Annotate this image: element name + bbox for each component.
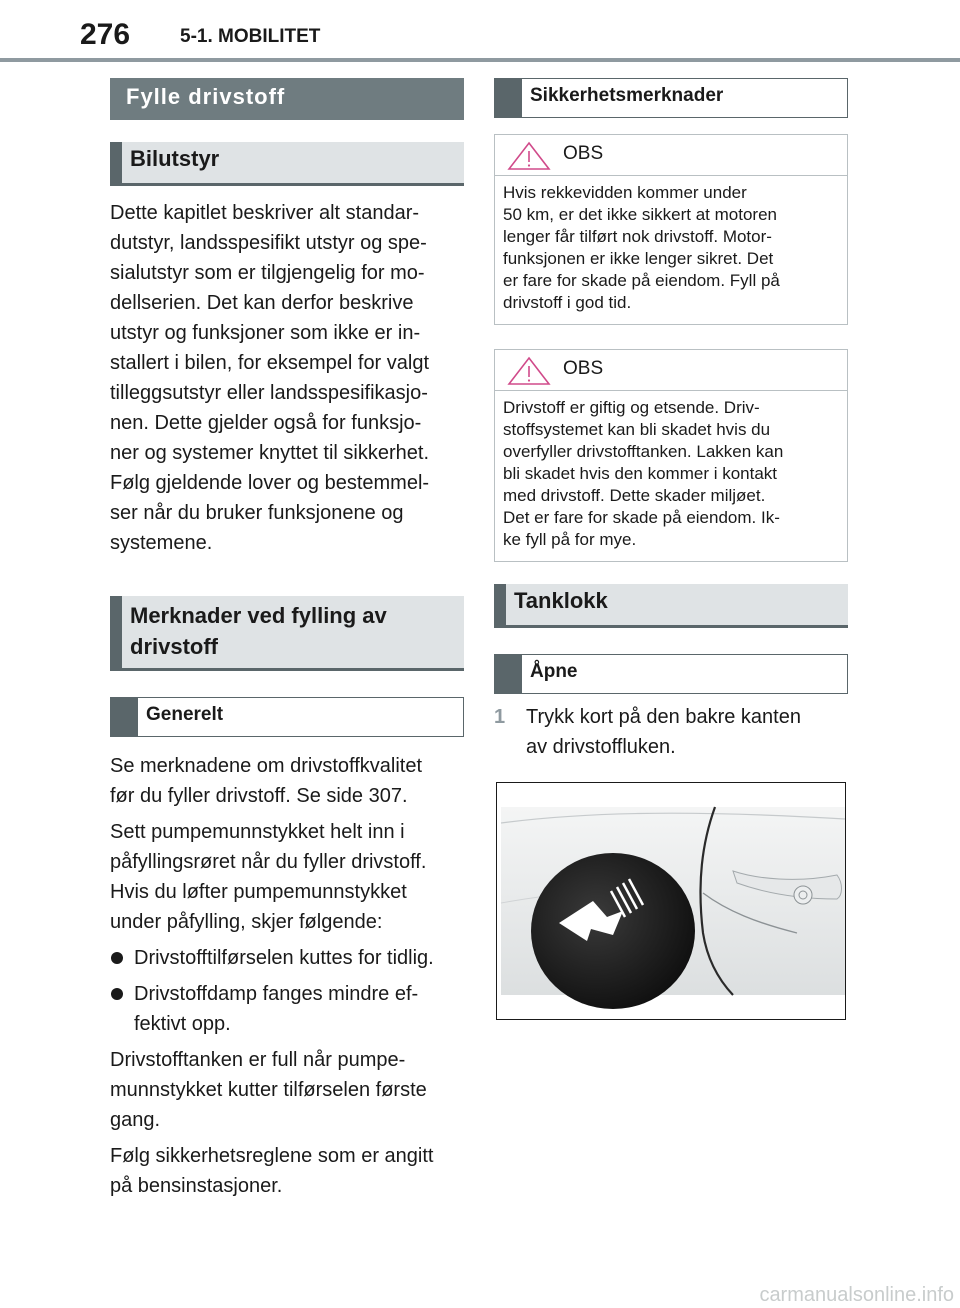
merknader-heading-line: Merknader ved fylling av [130, 603, 387, 628]
text-line: Trykk kort på den bakre kanten [526, 706, 801, 728]
bullet-item [110, 943, 464, 973]
text-line: ner og systemer knyttet til sikkerhet. [110, 442, 430, 464]
bullet-dot-icon [111, 988, 123, 1000]
text-line: bli skadet hvis den kommer i kontakt [503, 464, 778, 483]
fuel-flap-illustration [496, 782, 846, 1020]
bullet-item [110, 979, 464, 1039]
right-column [494, 78, 848, 1020]
text-line: Følg gjeldende lover og bestemmel- [110, 472, 430, 494]
text-line: munnstykket kutter tilførselen første [110, 1079, 427, 1101]
text-line: overfyller drivstofftanken. Lakken kan [503, 442, 784, 461]
generelt-paragraph-2 [110, 817, 464, 937]
text-line: Dette kapitlet beskriver alt standar- [110, 202, 420, 224]
text-line: sialutstyr som er tilgjengelig for mo- [110, 262, 425, 284]
text-line: Hvis rekkevidden kommer under [503, 183, 747, 202]
text-line: på bensinstasjoner. [110, 1175, 283, 1197]
section-title: 5-1. MOBILITET [180, 26, 321, 47]
text-line: tilleggsutstyr eller landsspesifikasjo- [110, 382, 428, 404]
text-line: ser når du bruker funksjonene og [110, 502, 404, 524]
warning-label: OBS [563, 358, 604, 379]
page-header [0, 0, 960, 62]
text-line: med drivstoff. Dette skader miljøet. [503, 486, 766, 505]
text-line: Drivstoff er giftig og etsende. Driv- [503, 398, 760, 417]
header-rule [0, 58, 960, 62]
text-line: utstyr og funksjoner som ikke er in- [110, 322, 421, 344]
step-number: 1 [494, 706, 506, 728]
text-line: Sett pumpemunnstykket helt inn i [110, 821, 405, 843]
warning-box [494, 134, 848, 325]
text-line: fektivt opp. [134, 1013, 231, 1035]
tanklokk-heading: Tanklokk [494, 584, 848, 628]
generelt-heading: Generelt [110, 697, 464, 737]
text-line: Se merknadene om drivstoffkvalitet [110, 755, 423, 777]
warning-header [495, 135, 847, 176]
text-line: systemene. [110, 532, 213, 554]
text-line: Det er fare for skade på eiendom. Ik- [503, 508, 780, 527]
text-line: før du fyller drivstoff. Se side 307. [110, 785, 408, 807]
text-line: ke fyll på for mye. [503, 530, 637, 549]
text-line: nen. Dette gjelder også for funksjo- [110, 412, 422, 434]
warning-text [495, 176, 847, 324]
text-line: Drivstofftilførselen kuttes for tidlig. [134, 947, 434, 969]
warning-triangle-icon [507, 356, 551, 386]
text-line: drivstoff i god tid. [503, 293, 632, 312]
text-line: gang. [110, 1109, 161, 1131]
bilutstyr-paragraph [110, 198, 464, 558]
text-line: stoffsystemet kan bli skadet hvis du [503, 420, 771, 439]
warning-label: OBS [563, 143, 604, 164]
text-line: dellserien. Det kan derfor beskrive [110, 292, 414, 314]
left-column [110, 78, 464, 1201]
generelt-paragraph-3 [110, 1045, 464, 1135]
merknader-heading [110, 596, 464, 671]
warning-triangle-icon [507, 141, 551, 171]
merknader-heading-line: drivstoff [130, 634, 218, 659]
text-line: Hvis du løfter pumpemunnstykket [110, 881, 407, 903]
main-heading: Fylle drivstoff [110, 78, 464, 120]
bullet-dot-icon [111, 952, 123, 964]
text-line: Drivstofftanken er full når pumpe- [110, 1049, 406, 1071]
bilutstyr-heading: Bilutstyr [110, 142, 464, 186]
text-line: av drivstoffluken. [526, 736, 676, 758]
text-line: stallert i bilen, for eksempel for valgt [110, 352, 430, 374]
text-line: funksjonen er ikke lenger sikret. Det [503, 249, 774, 268]
generelt-paragraph-1 [110, 751, 464, 811]
warning-header [495, 350, 847, 391]
text-line: under påfylling, skjer følgende: [110, 911, 383, 933]
text-line: lenger får tilført nok drivstoff. Motor- [503, 227, 772, 246]
warning-box [494, 349, 848, 562]
apne-heading: Åpne [494, 654, 848, 694]
warning-text [495, 391, 847, 561]
step-item [494, 702, 848, 762]
text-line: 50 km, er det ikke sikkert at motoren [503, 205, 777, 224]
watermark: carmanualsonline.info [759, 1284, 954, 1306]
text-line: påfyllingsrøret når du fyller drivstoff. [110, 851, 427, 873]
text-line: er fare for skade på eiendom. Fyll på [503, 271, 780, 290]
sikkerhetsmerknader-heading: Sikkerhetsmerknader [494, 78, 848, 118]
page-number: 276 [80, 18, 131, 51]
fuel-flap-drawing [497, 783, 845, 1019]
generelt-paragraph-4 [110, 1141, 464, 1201]
text-line: Følg sikkerhetsreglene som er angitt [110, 1145, 434, 1167]
text-line: dutstyr, landsspesifikt utstyr og spe- [110, 232, 427, 254]
text-line: Drivstoffdamp fanges mindre ef- [134, 983, 419, 1005]
